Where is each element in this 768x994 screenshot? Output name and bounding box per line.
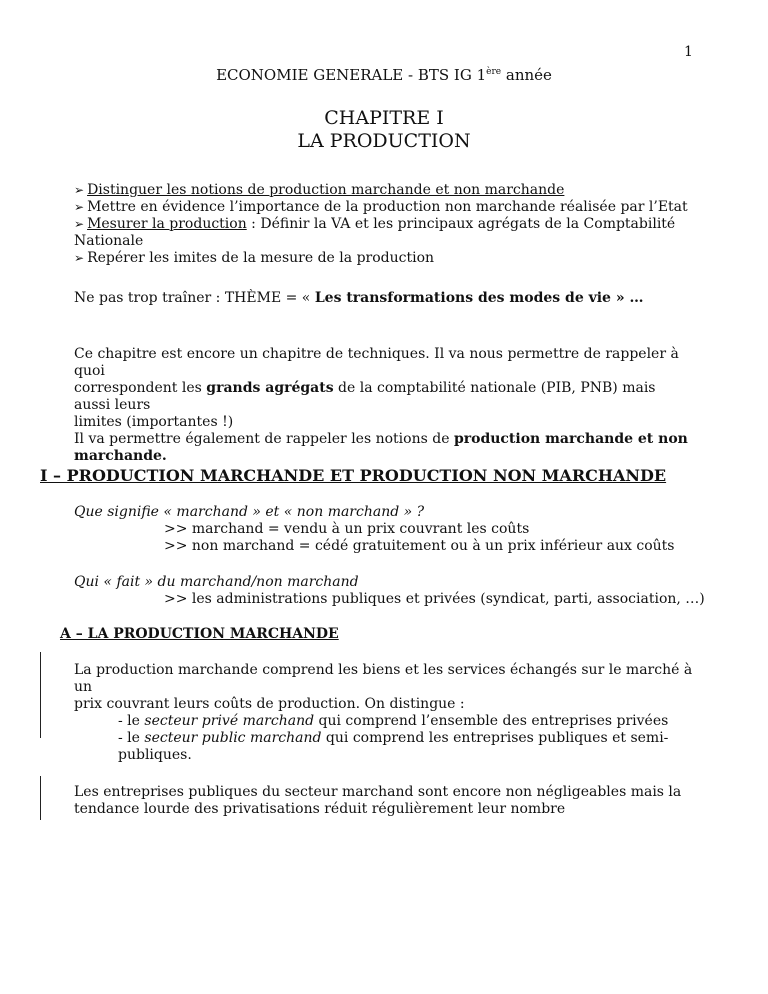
document-header <box>0 63 768 84</box>
page-number: 1 <box>684 44 693 60</box>
intro-paragraph: Ce chapitre est encore un chapitre de techniques. Il va nous permettre de rappeler à quoi correspondent les grands agrégats de la comptabilité nationale (PIB, PNB) mais aussi leurs limites (importantes !) Il va permettre également de rappeler les notions de production marchande et non marchande. <box>74 346 688 464</box>
subsection-paragraph: Les entreprises publiques du secteur marchand sont encore non négligeables mais la tendance lourde des privatisations réduit régulièrement leur nombre <box>74 784 682 817</box>
answer-line: >> marchand = vendu à un prix couvrant les coûts <box>164 521 530 537</box>
objective-item: ➢ Distinguer les notions de production marchande et non marchande <box>74 182 565 198</box>
question-2: Qui « fait » du marchand/non marchand <box>74 574 359 590</box>
header-suffix: année <box>501 66 552 84</box>
answer-line: >> non marchand = cédé gratuitement ou à un prix inférieur aux coûts <box>164 538 675 554</box>
margin-bar <box>40 652 41 738</box>
answer-line: >> les administrations publiques et privées (syndicat, parti, association, …) <box>164 591 705 607</box>
objective-item-continued: Nationale <box>74 233 144 249</box>
arrow-bullet-icon: ➢ <box>74 217 85 231</box>
subsection-paragraph: La production marchande comprend les biens et les services échangés sur le marché à un prix couvrant leurs coûts de production. On distingue : - le secteur privé marchand qui comprend l’ensemble des entreprises privées - le secteur public marchand qui comprend les entreprises publiques et semi- publiques. <box>74 662 693 763</box>
list-item: - le secteur privé marchand qui comprend l’ensemble des entreprises privées <box>118 713 669 729</box>
arrow-bullet-icon: ➢ <box>74 251 85 265</box>
list-item: - le secteur public marchand qui comprend les entreprises publiques et semi- <box>118 730 669 746</box>
objective-item: ➢ Mesurer la production : Définir la VA et les principaux agrégats de la Comptabilité <box>74 216 676 232</box>
arrow-bullet-icon: ➢ <box>74 183 85 197</box>
section-title: I – PRODUCTION MARCHANDE ET PRODUCTION NON MARCHANDE <box>40 466 667 485</box>
header-prefix: ECONOMIE GENERALE - BTS IG 1 <box>216 66 487 84</box>
objectives-list <box>74 182 694 267</box>
chapter-name: LA PRODUCTION <box>297 130 471 152</box>
objective-item: ➢ Repérer les imites de la mesure de la production <box>74 250 435 266</box>
chapter-title <box>0 107 768 153</box>
objective-item: ➢ Mettre en évidence l’importance de la production non marchande réalisée par l’Etat <box>74 199 688 215</box>
margin-bar <box>40 776 41 820</box>
header-superscript: ère <box>486 67 502 77</box>
theme-line: Ne pas trop traîner : THÈME = « Les transformations des modes de vie » … <box>74 290 644 306</box>
list-item-continued: publiques. <box>118 747 192 763</box>
question-1: Que signifie « marchand » et « non marchand » ? <box>74 504 425 520</box>
arrow-bullet-icon: ➢ <box>74 200 85 214</box>
chapter-number: CHAPITRE I <box>324 107 444 129</box>
subsection-title: A – LA PRODUCTION MARCHANDE <box>60 626 339 642</box>
